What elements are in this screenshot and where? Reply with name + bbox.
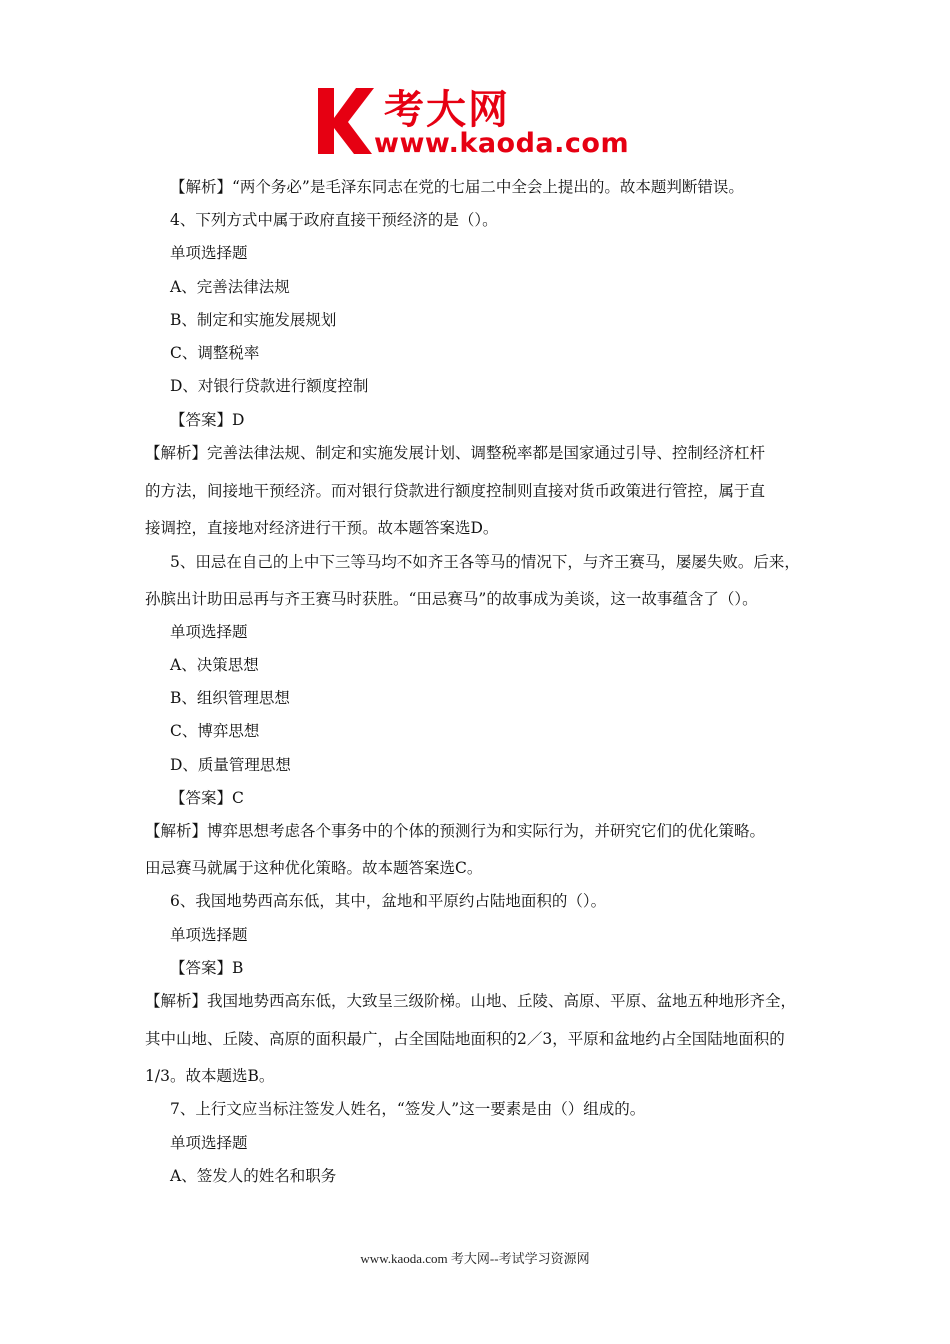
option-d: D、对银行贷款进行额度控制 bbox=[170, 377, 369, 395]
analysis-q6-line1: 【解析】我国地势西高东低，大致呈三级阶梯。山地、丘陵、高原、平原、盆地五种地形齐全， bbox=[145, 992, 797, 1010]
option-c: C、调整税率 bbox=[170, 344, 260, 362]
option-a: A、决策思想 bbox=[170, 656, 259, 674]
option-a: A、签发人的姓名和职务 bbox=[170, 1167, 337, 1185]
kaoda-logo bbox=[316, 84, 636, 160]
analysis-q6-line2: 其中山地、丘陵、高原的面积最广，占全国陆地面积的2／3，平原和盆地约占全国陆地面积的 bbox=[145, 1030, 785, 1048]
question-5-line1: 5、田忌在自己的上中下三等马均不如齐王各等马的情况下，与齐王赛马，屡屡失败。后来， bbox=[170, 553, 800, 571]
option-a: A、完善法律法规 bbox=[170, 278, 290, 296]
question-type: 单项选择题 bbox=[170, 926, 248, 944]
question-type: 单项选择题 bbox=[170, 1134, 248, 1152]
analysis-q4-line3: 接调控，直接地对经济进行干预。故本题答案选D。 bbox=[145, 519, 499, 537]
question-4: 4、下列方式中属于政府直接干预经济的是（）。 bbox=[170, 211, 498, 229]
question-6: 6、我国地势西高东低，其中，盆地和平原约占陆地面积的（）。 bbox=[170, 892, 607, 910]
logo-url-text: www.kaoda.com bbox=[374, 128, 630, 159]
analysis-q5-line2: 田忌赛马就属于这种优化策略。故本题答案选C。 bbox=[145, 859, 483, 877]
option-c: C、博弈思想 bbox=[170, 722, 260, 740]
question-7: 7、上行文应当标注签发人姓名，“签发人”这一要素是由（）组成的。 bbox=[170, 1100, 646, 1118]
k-logo-icon bbox=[316, 84, 378, 156]
answer-q6: 【答案】B bbox=[170, 959, 244, 977]
question-5-line2: 孙膑出计助田忌再与齐王赛马时获胜。“田忌赛马”的故事成为美谈，这一故事蕴含了（）。 bbox=[145, 590, 758, 608]
analysis-q5-line1: 【解析】博弈思想考虑各个事务中的个体的预测行为和实际行为，并研究它们的优化策略。 bbox=[145, 822, 766, 840]
question-type: 单项选择题 bbox=[170, 623, 248, 641]
option-d: D、质量管理思想 bbox=[170, 756, 291, 774]
answer-q4: 【答案】D bbox=[170, 411, 245, 429]
analysis-q4-line1: 【解析】完善法律法规、制定和实施发展计划、调整税率都是国家通过引导、控制经济杠杆 bbox=[145, 444, 766, 462]
analysis-q6-line3: 1/3。故本题选B。 bbox=[145, 1067, 275, 1085]
question-type: 单项选择题 bbox=[170, 244, 248, 262]
answer-q5: 【答案】C bbox=[170, 789, 244, 807]
page-footer: www.kaoda.com 考大网--考试学习资源网 bbox=[360, 1251, 590, 1266]
analysis-q3: 【解析】“两个务必”是毛泽东同志在党的七届二中全会上提出的。故本题判断错误。 bbox=[170, 178, 744, 196]
analysis-q4-line2: 的方法，间接地干预经济。而对银行贷款进行额度控制则直接对货币政策进行管控，属于直 bbox=[145, 482, 766, 500]
option-b: B、制定和实施发展规划 bbox=[170, 311, 337, 329]
logo-brand-text: 考大网 bbox=[384, 87, 510, 133]
option-b: B、组织管理思想 bbox=[170, 689, 290, 707]
